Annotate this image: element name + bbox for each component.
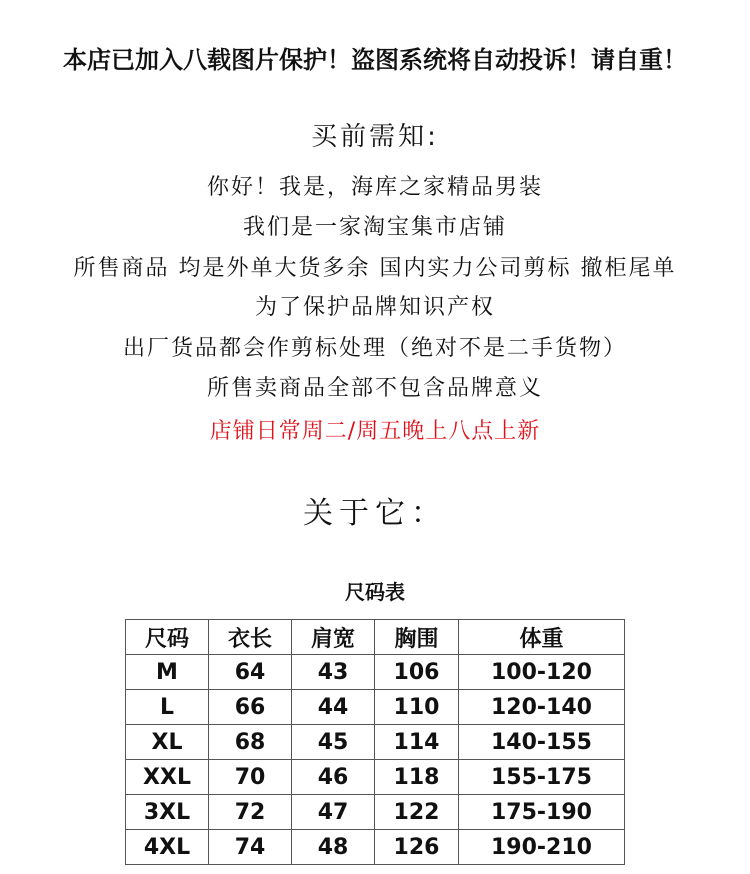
table-row — [126, 655, 625, 690]
new-arrival-notice: 店铺日常周二/周五晚上八点上新 — [209, 419, 541, 444]
cell-size: 3XL — [126, 795, 209, 830]
header-size: 尺码 — [126, 620, 209, 655]
cell-shoulder: 43 — [292, 655, 375, 690]
notice-line: 我们是一家淘宝集市店铺 — [242, 215, 507, 240]
cell-chest: 114 — [375, 725, 459, 760]
cell-length: 66 — [209, 690, 292, 725]
notice-line: 所售商品 均是外单大货多余 国内实力公司剪标 撤柜尾单 — [73, 256, 677, 281]
table-row — [126, 725, 625, 760]
cell-weight: 175-190 — [459, 795, 625, 830]
copyright-banner: 本店已加入八载图片保护！盗图系统将自动投诉！请自重！ — [63, 46, 687, 74]
cell-size: XL — [126, 725, 209, 760]
header-weight: 体重 — [459, 620, 625, 655]
cell-weight: 155-175 — [459, 760, 625, 795]
size-table-title: 尺码表 — [345, 580, 405, 604]
cell-size: 4XL — [126, 830, 209, 865]
header-chest: 胸围 — [375, 620, 459, 655]
cell-chest: 122 — [375, 795, 459, 830]
cell-weight: 120-140 — [459, 690, 625, 725]
cell-chest: 126 — [375, 830, 459, 865]
cell-size: L — [126, 690, 209, 725]
cell-chest: 118 — [375, 760, 459, 795]
cell-shoulder: 44 — [292, 690, 375, 725]
notice-heading: 买前需知: — [311, 122, 439, 152]
header-length: 衣长 — [209, 620, 292, 655]
cell-length: 70 — [209, 760, 292, 795]
size-table — [125, 619, 625, 865]
notice-line: 所售卖商品全部不包含品牌意义 — [206, 376, 543, 401]
cell-size: XXL — [126, 760, 209, 795]
cell-shoulder: 45 — [292, 725, 375, 760]
header-shoulder: 肩宽 — [292, 620, 375, 655]
cell-weight: 190-210 — [459, 830, 625, 865]
table-row — [126, 795, 625, 830]
notice-line: 出厂货品都会作剪标处理（绝对不是二手货物） — [122, 336, 627, 361]
cell-shoulder: 47 — [292, 795, 375, 830]
table-header-row — [126, 620, 625, 655]
cell-size: M — [126, 655, 209, 690]
cell-chest: 106 — [375, 655, 459, 690]
notice-line: 你好！我是，海库之家精品男装 — [206, 175, 543, 200]
about-heading: 关于它： — [303, 496, 447, 531]
cell-length: 68 — [209, 725, 292, 760]
cell-shoulder: 48 — [292, 830, 375, 865]
cell-weight: 100-120 — [459, 655, 625, 690]
cell-shoulder: 46 — [292, 760, 375, 795]
cell-weight: 140-155 — [459, 725, 625, 760]
cell-length: 72 — [209, 795, 292, 830]
table-row — [126, 690, 625, 725]
table-row — [126, 760, 625, 795]
table-row — [126, 830, 625, 865]
cell-length: 64 — [209, 655, 292, 690]
notice-line: 为了保护品牌知识产权 — [254, 295, 495, 320]
cell-length: 74 — [209, 830, 292, 865]
cell-chest: 110 — [375, 690, 459, 725]
